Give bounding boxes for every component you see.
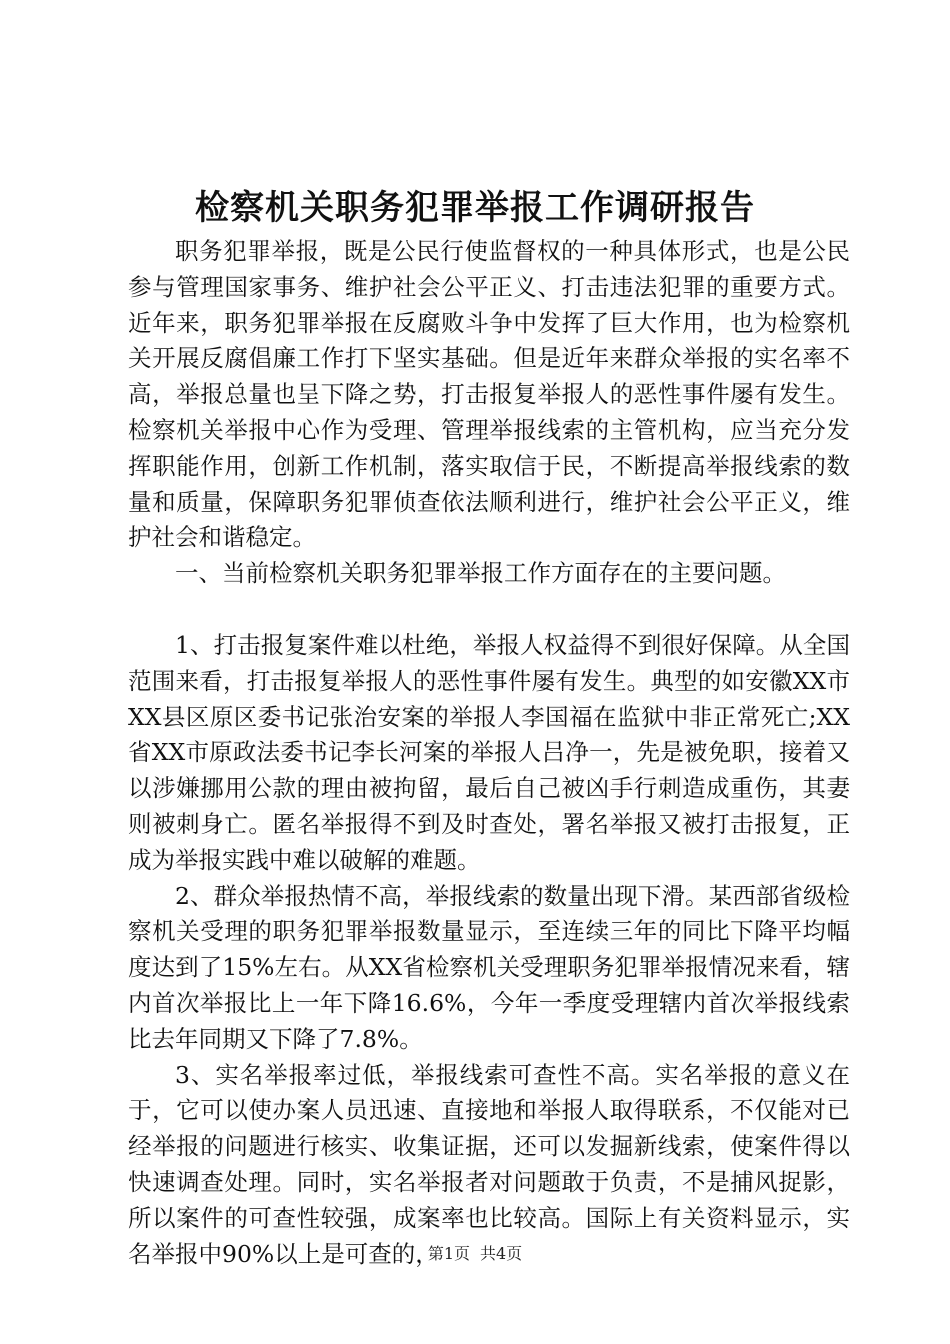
document-title: 检察机关职务犯罪举报工作调研报告	[195, 188, 755, 228]
document-body	[128, 234, 850, 1272]
point-1-paragraph: 1、打击报复案件难以杜绝，举报人权益得不到很好保障。从全国范围来看，打击报复举报人的恶性事件屡有发生。典型的如安徽XX市XX县区原区委书记张治安案的举报人李国福在监狱中非正常死亡;XX省XX市原政法委书记李长河案的举报人吕净一，先是被免职，接着又以涉嫌挪用公款的理由被拘留，最后自己被凶手行刺造成重伤，其妻则被刺身亡。匿名举报得不到及时查处，署名举报又被打击报复，正成为举报实践中难以破解的难题。	[128, 630, 850, 874]
page-footer	[0, 1242, 950, 1266]
point-2-paragraph: 2、群众举报热情不高，举报线索的数量出现下滑。某西部省级检察机关受理的职务犯罪举报数量显示，至连续三年的同比下降平均幅度达到了15%左右。从XX省检察机关受理职务犯罪举报情况来看，辖内首次举报比上一年下降16.6%，今年一季度受理辖内首次举报线索比去年同期又下降了7.8%。	[128, 881, 850, 1053]
intro-paragraph: 职务犯罪举报，既是公民行使监督权的一种具体形式，也是公民参与管理国家事务、维护社会公平正义、打击违法犯罪的重要方式。近年来，职务犯罪举报在反腐败斗争中发挥了巨大作用，也为检察机关开展反腐倡廉工作打下坚实基础。但是近年来群众举报的实名率不高，举报总量也呈下降之势，打击报复举报人的恶性事件屡有发生。检察机关举报中心作为受理、管理举报线索的主管机构，应当充分发挥职能作用，创新工作机制，落实取信于民，不断提高举报线索的数量和质量，保障职务犯罪侦查依法顺利进行，维护社会公平正义，维护社会和谐稳定。	[128, 237, 850, 552]
page-total: 共4页	[480, 1244, 523, 1263]
section-heading: 一、当前检察机关职务犯罪举报工作方面存在的主要问题。	[175, 559, 786, 588]
page-number: 第1页	[427, 1244, 470, 1263]
point-3-paragraph: 3、实名举报率过低，举报线索可查性不高。实名举报的意义在于，它可以使办案人员迅速、直接地和举报人取得联系，不仅能对已经举报的问题进行核实、收集证据，还可以发掘新线索，使案件得以快速调查处理。同时，实名举报者对问题敢于负责，不是捕风捉影，所以案件的可查性较强，成案率也比较高。国际上有关资料显示，实名举报中90%以上是可查的，	[128, 1060, 850, 1268]
paragraph-spacer	[128, 592, 850, 628]
